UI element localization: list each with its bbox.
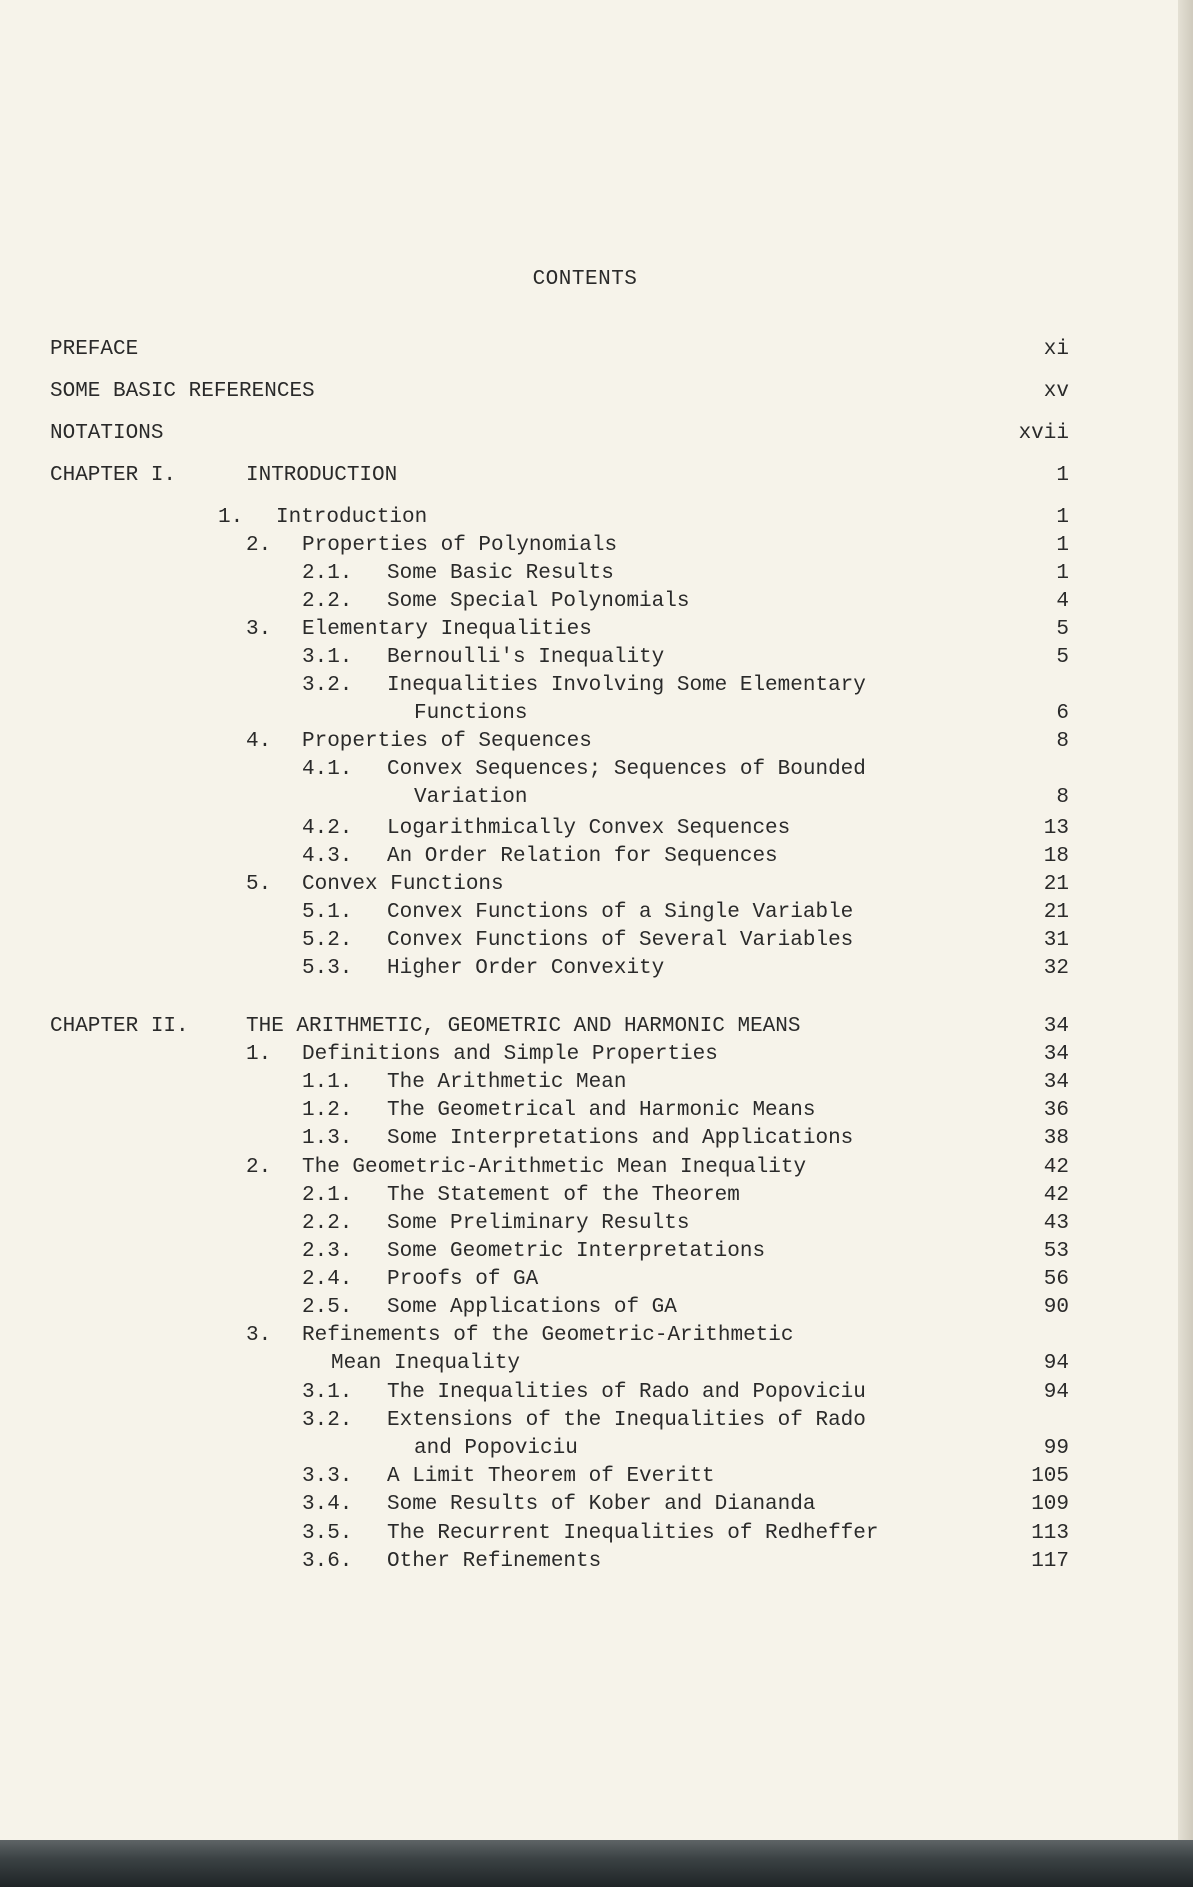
section-number: 5. — [246, 873, 272, 896]
page-number: 1 — [1056, 534, 1069, 557]
section-title: Properties of Polynomials — [302, 534, 618, 557]
subsection-number: 5.1. — [302, 901, 353, 924]
subsection-number: 2.1. — [302, 562, 353, 585]
toc-subsection — [0, 1210, 1193, 1238]
page-number: 34 — [1043, 1071, 1069, 1094]
toc-subsection — [0, 955, 1193, 983]
page-number: 34 — [1043, 1015, 1069, 1038]
toc-subsection — [0, 756, 1193, 784]
toc-subsection — [0, 672, 1193, 700]
subsection-number: 2.2. — [302, 1212, 353, 1235]
page-number: 5 — [1056, 646, 1069, 669]
page-number: 94 — [1043, 1352, 1069, 1375]
section-title: Mean Inequality — [331, 1352, 521, 1375]
page-number: 8 — [1056, 786, 1069, 809]
page-number: 1 — [1056, 562, 1069, 585]
toc-subsection — [0, 560, 1193, 588]
toc-subsection — [0, 1266, 1193, 1294]
toc-subsection — [0, 1491, 1193, 1519]
subsection-number: 3.1. — [302, 1381, 353, 1404]
subsection-title: Some Interpretations and Applications — [387, 1127, 854, 1150]
section-number: 2. — [246, 534, 272, 557]
toc-subsection — [0, 899, 1193, 927]
subsection-number: 5.3. — [302, 957, 353, 980]
subsection-title: Bernoulli's Inequality — [387, 646, 665, 669]
toc-section — [0, 1322, 1193, 1350]
subsection-title: Higher Order Convexity — [387, 957, 665, 980]
entry-title: NOTATIONS — [50, 422, 164, 445]
toc-chapter-1 — [0, 462, 1193, 490]
subsection-number: 2.4. — [302, 1268, 353, 1291]
subsection-number: 4.2. — [302, 817, 353, 840]
toc-subsection-continued — [0, 700, 1193, 728]
subsection-title: An Order Relation for Sequences — [387, 845, 778, 868]
subsection-number: 1.2. — [302, 1099, 353, 1122]
toc-subsection — [0, 843, 1193, 871]
book-cover-edge — [0, 1840, 1193, 1887]
page-number: xvii — [1018, 422, 1069, 445]
subsection-title: Logarithmically Convex Sequences — [387, 817, 791, 840]
section-title: Introduction — [276, 506, 428, 529]
page-number: 113 — [1031, 1522, 1069, 1545]
toc-entry-references — [0, 378, 1193, 406]
page-number: 31 — [1043, 929, 1069, 952]
subsection-number: 4.1. — [302, 758, 353, 781]
entry-title: SOME BASIC REFERENCES — [50, 380, 315, 403]
section-number: 3. — [246, 618, 272, 641]
toc-entry-preface — [0, 336, 1193, 364]
toc-section — [0, 616, 1193, 644]
chapter-title: THE ARITHMETIC, GEOMETRIC AND HARMONIC MEANS — [246, 1015, 801, 1038]
toc-subsection — [0, 644, 1193, 672]
toc-subsection — [0, 1294, 1193, 1322]
page-number: 36 — [1043, 1099, 1069, 1122]
page-number: 34 — [1043, 1043, 1069, 1066]
subsection-title: Some Preliminary Results — [387, 1212, 690, 1235]
subsection-title: Inequalities Involving Some Elementary — [387, 674, 866, 697]
subsection-title: Functions — [414, 702, 528, 725]
section-title: Convex Functions — [302, 873, 504, 896]
subsection-number: 1.1. — [302, 1071, 353, 1094]
subsection-number: 4.3. — [302, 845, 353, 868]
page-number: xi — [1043, 338, 1069, 361]
toc-subsection — [0, 815, 1193, 843]
page-number: 56 — [1043, 1268, 1069, 1291]
subsection-title: Some Basic Results — [387, 562, 614, 585]
page-number: 8 — [1056, 730, 1069, 753]
subsection-title: The Recurrent Inequalities of Redheffer — [387, 1522, 879, 1545]
page-number: 6 — [1056, 702, 1069, 725]
toc-subsection — [0, 1069, 1193, 1097]
toc-subsection-continued — [0, 1435, 1193, 1463]
contents-heading: CONTENTS — [532, 268, 638, 291]
subsection-title: Convex Functions of a Single Variable — [387, 901, 854, 924]
subsection-title: Proofs of GA — [387, 1268, 539, 1291]
page-number: 109 — [1031, 1493, 1069, 1516]
page-number: 1 — [1056, 464, 1069, 487]
page-number: 38 — [1043, 1127, 1069, 1150]
page-number: 105 — [1031, 1465, 1069, 1488]
subsection-title: Some Results of Kober and Diananda — [387, 1493, 816, 1516]
page-number: 18 — [1043, 845, 1069, 868]
toc-subsection — [0, 1520, 1193, 1548]
subsection-title: Some Applications of GA — [387, 1296, 677, 1319]
toc-section — [0, 1154, 1193, 1182]
page-number: 42 — [1043, 1156, 1069, 1179]
page-number: 42 — [1043, 1184, 1069, 1207]
subsection-title: Convex Functions of Several Variables — [387, 929, 854, 952]
toc-section — [0, 504, 1193, 532]
toc-subsection — [0, 588, 1193, 616]
toc-section — [0, 1041, 1193, 1069]
subsection-title: Convex Sequences; Sequences of Bounded — [387, 758, 866, 781]
toc-subsection — [0, 1548, 1193, 1576]
page-number: 5 — [1056, 618, 1069, 641]
toc-subsection — [0, 1238, 1193, 1266]
section-title: The Geometric-Arithmetic Mean Inequality — [302, 1156, 807, 1179]
toc-section — [0, 728, 1193, 756]
chapter-title: INTRODUCTION — [246, 464, 398, 487]
subsection-title: Extensions of the Inequalities of Rado — [387, 1409, 866, 1432]
subsection-title: Some Geometric Interpretations — [387, 1240, 766, 1263]
toc-entry-notations — [0, 420, 1193, 448]
subsection-number: 2.2. — [302, 590, 353, 613]
section-title: Definitions and Simple Properties — [302, 1043, 718, 1066]
subsection-number: 2.5. — [302, 1296, 353, 1319]
toc-subsection — [0, 927, 1193, 955]
toc-chapter-2 — [0, 1013, 1193, 1041]
toc-subsection — [0, 1463, 1193, 1491]
toc-section — [0, 532, 1193, 560]
subsection-number: 3.2. — [302, 674, 353, 697]
page-number: 90 — [1043, 1296, 1069, 1319]
page-edge — [1178, 0, 1193, 1887]
page-number: 32 — [1043, 957, 1069, 980]
page-number: 99 — [1043, 1437, 1069, 1460]
chapter-label: CHAPTER II. — [50, 1015, 189, 1038]
subsection-title: A Limit Theorem of Everitt — [387, 1465, 715, 1488]
page-number: 21 — [1043, 901, 1069, 924]
page-number: 117 — [1031, 1550, 1069, 1573]
toc-subsection — [0, 1379, 1193, 1407]
subsection-number: 3.2. — [302, 1409, 353, 1432]
entry-title: PREFACE — [50, 338, 139, 361]
toc-section — [0, 871, 1193, 899]
page-number: 1 — [1056, 506, 1069, 529]
subsection-title: The Statement of the Theorem — [387, 1184, 740, 1207]
section-number: 2. — [246, 1156, 272, 1179]
subsection-number: 3.5. — [302, 1522, 353, 1545]
chapter-label: CHAPTER I. — [50, 464, 177, 487]
subsection-number: 3.6. — [302, 1550, 353, 1573]
page-number: 4 — [1056, 590, 1069, 613]
toc-section-continued — [0, 1350, 1193, 1378]
section-title: Properties of Sequences — [302, 730, 592, 753]
toc-subsection — [0, 1097, 1193, 1125]
subsection-number: 3.4. — [302, 1493, 353, 1516]
toc-subsection — [0, 1182, 1193, 1210]
section-number: 1. — [218, 506, 244, 529]
subsection-title: Variation — [414, 786, 528, 809]
page-number: xv — [1043, 380, 1069, 403]
subsection-number: 3.3. — [302, 1465, 353, 1488]
subsection-number: 2.1. — [302, 1184, 353, 1207]
subsection-number: 1.3. — [302, 1127, 353, 1150]
page-number: 53 — [1043, 1240, 1069, 1263]
subsection-title: and Popoviciu — [414, 1437, 578, 1460]
subsection-number: 5.2. — [302, 929, 353, 952]
subsection-number: 2.3. — [302, 1240, 353, 1263]
toc-subsection — [0, 1125, 1193, 1153]
toc-subsection — [0, 1407, 1193, 1435]
toc-subsection-continued — [0, 784, 1193, 812]
page-number: 43 — [1043, 1212, 1069, 1235]
subsection-title: The Geometrical and Harmonic Means — [387, 1099, 816, 1122]
section-title: Refinements of the Geometric-Arithmetic — [302, 1324, 794, 1347]
page-number: 21 — [1043, 873, 1069, 896]
subsection-number: 3.1. — [302, 646, 353, 669]
section-number: 3. — [246, 1324, 272, 1347]
section-number: 1. — [246, 1043, 272, 1066]
subsection-title: The Inequalities of Rado and Popoviciu — [387, 1381, 866, 1404]
page-number: 13 — [1043, 817, 1069, 840]
page-number: 94 — [1043, 1381, 1069, 1404]
section-title: Elementary Inequalities — [302, 618, 592, 641]
subsection-title: The Arithmetic Mean — [387, 1071, 627, 1094]
subsection-title: Some Special Polynomials — [387, 590, 690, 613]
section-number: 4. — [246, 730, 272, 753]
subsection-title: Other Refinements — [387, 1550, 602, 1573]
